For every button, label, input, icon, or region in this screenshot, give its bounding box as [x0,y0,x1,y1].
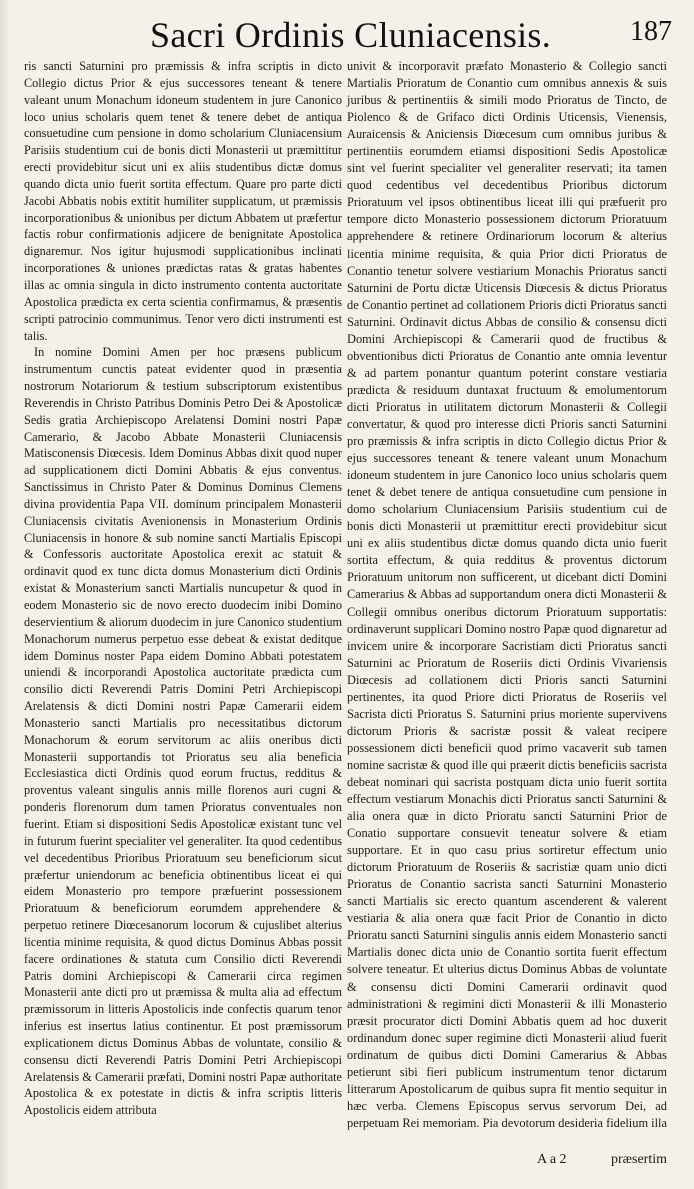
left-paragraph-2: In nomine Domini Amen per hoc præsens publicum instrumentum cunctis pateat evidenter quod in præsentia nostrorum Notariorum & testium subscriptorum existentibus Reverendis in Christo Patribus Dominis Petro Dei & Apostolicæ Sedis gratia Archiepiscopo Arelatensi Domini nostri Papæ Camerario, & Jacobo Abbate Monasterii Cluniacensis Matisconensis Diœcesis. Idem Dominus Abbas dixit quod nuper ad supplicationem dicti Domini Abbatis & ejus conventus. Sanctissimus in Christo Pater & Dominus Dominus Clemens divina providentia Papa VII. dominum principalem Monasterii Cluniacensis civitatis Avenionensis in Monasterium Ordinis Cluniacensis in honore & sub nomine sancti Martialis Episcopi & Confessoris auctoritate Apostolica erexit ac statuit & ordinavit quod ex tunc dicta domus Monasterium dicti Ordinis existat & Monasterium sancti Martialis nuncupetur & quod in eodem Monasterio sic de novo erecto duodecim inibi Domino deservientium & aliorum duodecim in jure Canonico studentium Monachorum numerus perpetuo esse debeat & existat deditque idem Dominus noster Papa eidem Domino Abbati potestatem uniendi & incorporandi Apostolica auctoritate prædicta cum consilio dicti Reverendi Patris Domini Petri Archiepiscopi Arelatensis & dicti Domini nostri Papæ Camerarii eidem Monasterio sancti Martialis pro necessitatibus dictorum Monachorum & eorum servitorum ac aliis oneribus dicti Monasterii supportandis tot Prioratus seu alia beneficia Ecclesiastica dicti Ordinis quod eorum fructus, redditus & proventus valeant singulis annis mille florenos auri cugni & ponderis florenorum dum tamen Prioratus conventuales non fuerint. Etiam si dispositioni Sedis Apostolicæ existant tunc vel in futurum fuerint specialiter vel generaliter. Ita quod cedentibus vel decedentibus Prioribus Prioratuum seu beneficiorum sicut præfertur uniendorum ac beneficia obtinentibus liceat ei qui eidem Monasterio pro tempore præfuerint possessionem Prioratuum & beneficiorum eorumdem apprehendere & perpetuo retinere Diœcesanorum locorum & cujuslibet alterius licentia minime requisita, & quod dictus Dominus Abbas possit facere ordinationes & statuta cum Consilio dicti Reverendi Patris domini Archiepiscopi & Camerarii circa regimen Monasterii ante dicti pro ut præmissa & multa alia ad effectum præmissorum in litteris Apostolicis inde confectis quarum tenor inferius est insertus latius continentur. Et post præmissorum explicationem dictus Dominus Abbas de voluntate, consilio & consensu dicti Reverendi Patris Domini Petri Archiepiscopi Arelatensis & Camerarii præfati, Domini nostri Papæ authoritate Apostolica & ex potestate in dictis & infra scriptis litteris Apostolicis eidem attributa [24,345,342,1118]
right-column [347,58,667,1132]
left-column [24,58,342,1119]
page-header [0,8,694,60]
gutter-shadow [0,0,10,1189]
signature-mark: A a 2 [537,1152,567,1167]
running-title: Sacri Ordinis Cluniacensis. [150,15,552,55]
page-footer [347,1152,667,1176]
page-number: 187 [630,16,672,47]
left-paragraph-1: ris sancti Saturnini pro præmissis & infra scriptis in dicto Collegio dictus Prior & ejus successores teneant & tenere valeant unum Monachum idoneum studentem in jure Canonico loco unius scholaris quem tenet & tenere debet de antiqua consuetudine cum pensione in domo scholarium Cluniacensium Parisiis studentium cui de bonis dicti Monasterii ut præmittitur erecti providebitur sicut uni ex aliis studentibus dictæ domus quando dicta unio fuerit sortita effectum. Quare pro parte dicti Jacobi Abbatis nobis extitit humiliter supplicatum, ut præmissis incorporationibus & unionibus per dictum Abbatem ut præfertur factis robur confirmationis adjicere de benignitate Apostolica dignaremur. Nos igitur hujusmodi supplicationibus inclinati incorporationes & uniones prædictas ratas & gratas habentes illas ac omnia singula in dicto instrumento contenta auctoritate Apostolica prædicta ex certa scientia confirmamus, & præsentis scripti patrocinio communimus. Tenor vero dicti instrumenti est talis. [24,59,342,343]
catchword: præsertim [611,1152,667,1167]
right-paragraph-1: univit & incorporavit præfato Monasterio & Collegio sancti Martialis Prioratum de Conantio cum omnibus annexis & suis juribus & pertinentiis & simili modo Prioratus de Tincto, de Piolenco & de Grifaco dicti Ordinis Uticensis, Vienensis, Auraicensis & Aniciensis Diœcesum cum omnibus juribus & pertinentiis eorumdem etiamsi dispositioni Sedis Apostolicæ sint vel fuerint specialiter vel generaliter reservati; ita tamen quod cedentibus vel decedentibus Prioribus dictorum Prioratuum vel ipsos obtinentibus liceat illi qui præfuerit pro tempore dicto Monasterio possessionem dictorum Prioratuum apprehendere & retinere Ordinariorum locorum & alterius licentia minime requisita, & quia Prior dicti Prioratus de Conantio tenetur solvere vestiarium Monachis Prioratus sancti Saturnini de Portu dictæ Uticensis Diœcesis & dictus Prioratus de Conantio pertinet ad collationem Prioris dicti Prioratus sancti Saturnini. Ordinavit dictus Abbas de consilio & consensu dicti Domini Archiepiscopi & Camerarii quod de fructibus & obventionibus dicti Prioratus de Conantio ante omnia leventur & ad partem ponantur quantum poterint constare vestiaria prædicta & residuum duntaxat fructuum & emolumentorum dicti Prioratus in utilitatem dictorum Monasterii & Collegii convertatur, & quod pro interesse dicti Prioris sancti Saturnini pro præmissis & infra scriptis in dicto Collegio dictus Prior & ejus successores teneant & tenere valeant unum Monachum idoneum studentem in jure Canonico loco unius scholaris quem tenet & debet tenere de antiqua consuetudine cum pensione in domo scholarium Cluniacensium Parisiis studentium cui de bonis dicti Monasterii ut præmittitur erecti providebitur sicut uni ex aliis studentibus dictæ domus quando dicta unio fuerit sortita effectum, & quia redditus & proventus dictorum Prioratuum unitorum non sufficerent, ut dicebant dicti Domini Camerarius & Abbas ad supportandum onera dicti Monasterii & Collegii omnibus oneribus dictorum Prioratuum supportatis: ordinaverunt supplicari Domino nostro Papæ quod dignaretur ad invicem unire & incorporare Sacristiam dicti Prioratus sancti Saturnini ac Prioratum de Roseriis dicti Ordinis Vivariensis Diœcesis ad collationem dicti Prioris sancti Saturnini pertinentes, ita quod Priore dicti Prioratus de Roseriis vel Sacrista dicti Prioratus S. Saturnini prius moriente supervivens dictorum Prioris & sacristæ possit & valeat recipere possessionem dicti beneficii quod primo vacaverit sub tamen nomine sacristæ & quod ille qui præerit dictis beneficiis sacrista debeat nominari qui sacrista postquam dicta unio fuerit sortita effectum vestiarum Monachis dicti Prioratus sancti Saturnini & alia onera quæ in dicto Prioratu sancti Saturnini Prior de Conatio supportare consuevit teneatur solvere & etiam supportare. Et in quo casu prius sortiretur effectum unio dictorum Prioratuum de Roseriis & sacristiæ quam unio dicti Prioratus de Conantio sacrista sancti Saturnini Monasterio sancti Martialis sic erecto quantum ascenderent & valerent vestiaria & alia onera quæ facit Prior de Conantio in dicto Prioratu sancti Saturnini singulis annis eidem Monasterio sancti Martialis donec dicta unio de Conantio sortita fuerit effectum solvere teneatur. Et ulterius dictus Dominus Abbas de voluntate & consensu dicti Domini Camerarii ordinavit quod administrationi & regimini dicti Monasterii & illi Monasterio præsit procurator dicti Domini Abbatis quem ad hoc duxerit ordinandum donec super regimine dicti Monasterii aliud fuerit ordinatum de quibus dicti Domini Camerarius & Abbas petierunt sibi fieri publicum instrumentum tenor dictarum litterarum Apostolicarum de quibus supra fit mentio sequitur in hæc verba. Clemens Episcopus servus servorum Dei, ad perpetuam Rei memoriam. Pia devotorum desideria fidelium illa [347,59,668,1130]
